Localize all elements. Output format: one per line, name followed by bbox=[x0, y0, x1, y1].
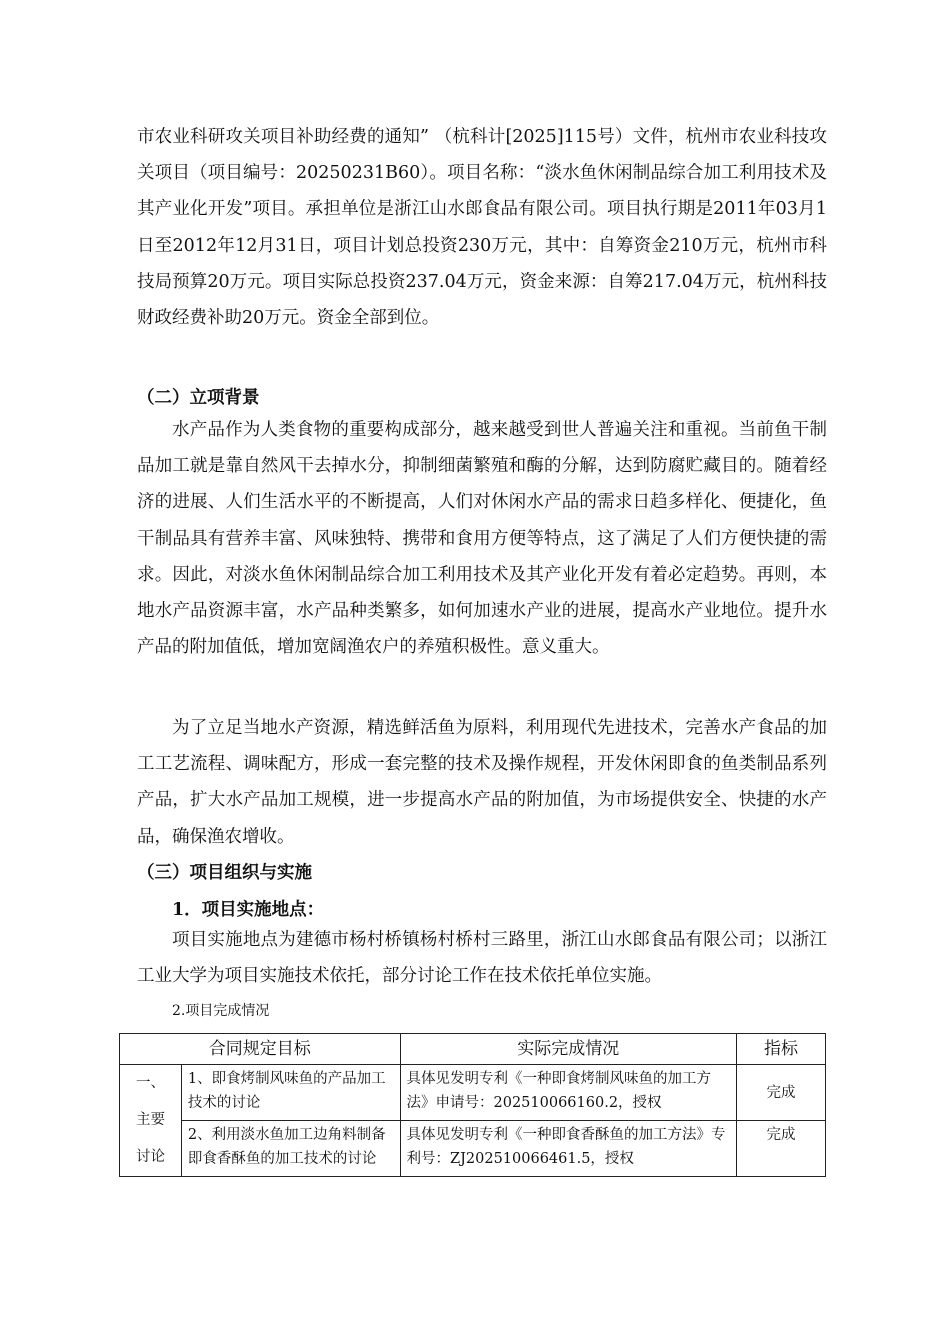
paragraph-project-funding: 市农业科研攻关项目补助经费的通知” （杭科计[2025]115号）文件，杭州市农业科技攻关项目（项目编号：20250231B60）。项目名称：“淡水鱼休闲制品综合加工利用技术及其产业化开发”项目。承担单位是浙江山水郎食品有限公司。项目执行期是2011年03月1日至2012年12月31日，项目计划总投资230万元，其中：自筹资金210万元，杭州市科技局预算20万元。项目实际总投资237.04万元，资金来源：自筹217.04万元，杭州科技财政经费补助20万元。资金全部到位。 bbox=[137, 127, 827, 329]
category-line: 讨论 bbox=[135, 1149, 165, 1165]
target-cell: 1、即食烤制风味鱼的产品加工技术的讨论 bbox=[181, 1065, 400, 1121]
paragraph-location: 项目实施地点为建德市杨村桥镇杨村桥村三路里，浙江山水郎食品有限公司；以浙江工业大学为项目实施技术依托，部分讨论工作在技术依托单位实施。 bbox=[137, 930, 827, 987]
subheading-completion: 2.项目完成情况 bbox=[172, 1003, 270, 1019]
actual-cell: 具体见发明专利《一种即食烤制风味鱼的加工方法》申请号：202510066160.2，授权 bbox=[400, 1065, 737, 1121]
header-contract-target: 合同规定目标 bbox=[120, 1034, 401, 1065]
category-cell bbox=[120, 1065, 182, 1177]
section-heading-organization: （三）项目组织与实施 bbox=[137, 863, 312, 883]
subheading-location: 1．项目实施地点： bbox=[172, 900, 325, 920]
paragraph-background-2: 为了立足当地水产资源，精选鲜活鱼为原料，利用现代先进技术，完善水产食品的加工工艺流程、调味配方，形成一套完整的技术及操作规程，开发休闲即食的鱼类制品系列产品，扩大水产品加工规模，进一步提高水产品的附加值，为市场提供安全、快捷的水产品，确保渔农增收。 bbox=[137, 718, 827, 847]
table-header-row bbox=[120, 1034, 826, 1065]
table-row bbox=[120, 1065, 826, 1121]
header-indicator: 指标 bbox=[737, 1034, 826, 1065]
completion-table bbox=[119, 1033, 826, 1177]
status-cell: 完成 bbox=[737, 1065, 826, 1121]
category-line: 一、 bbox=[135, 1075, 165, 1091]
header-actual-completion: 实际完成情况 bbox=[400, 1034, 737, 1065]
actual-cell: 具体见发明专利《一种即食香酥鱼的加工方法》专利号：ZJ202510066461.5，授权 bbox=[400, 1121, 737, 1177]
section-heading-background: （二）立项背景 bbox=[137, 388, 260, 408]
status-cell: 完成 bbox=[737, 1121, 826, 1177]
category-line: 主要 bbox=[135, 1112, 165, 1128]
paragraph-background-1: 水产品作为人类食物的重要构成部分，越来越受到世人普遍关注和重视。当前鱼干制品加工就是靠自然风干去掉水分，抑制细菌繁殖和酶的分解，达到防腐贮藏目的。随着经济的进展、人们生活水平的不断提高，人们对休闲水产品的需求日趋多样化、便捷化，鱼干制品具有营养丰富、风味独特、携带和食用方便等特点，这了满足了人们方便快捷的需求。因此，对淡水鱼休闲制品综合加工利用技术及其产业化开发有着必定趋势。再则，本地水产品资源丰富，水产品种类繁多，如何加速水产业的进展，提高水产业地位。提升水产品的附加值低，增加宽阔渔农户的养殖积极性。意义重大。 bbox=[137, 420, 827, 658]
target-cell: 2、利用淡水鱼加工边角料制备即食香酥鱼的加工技术的讨论 bbox=[181, 1121, 400, 1177]
table-row bbox=[120, 1121, 826, 1177]
